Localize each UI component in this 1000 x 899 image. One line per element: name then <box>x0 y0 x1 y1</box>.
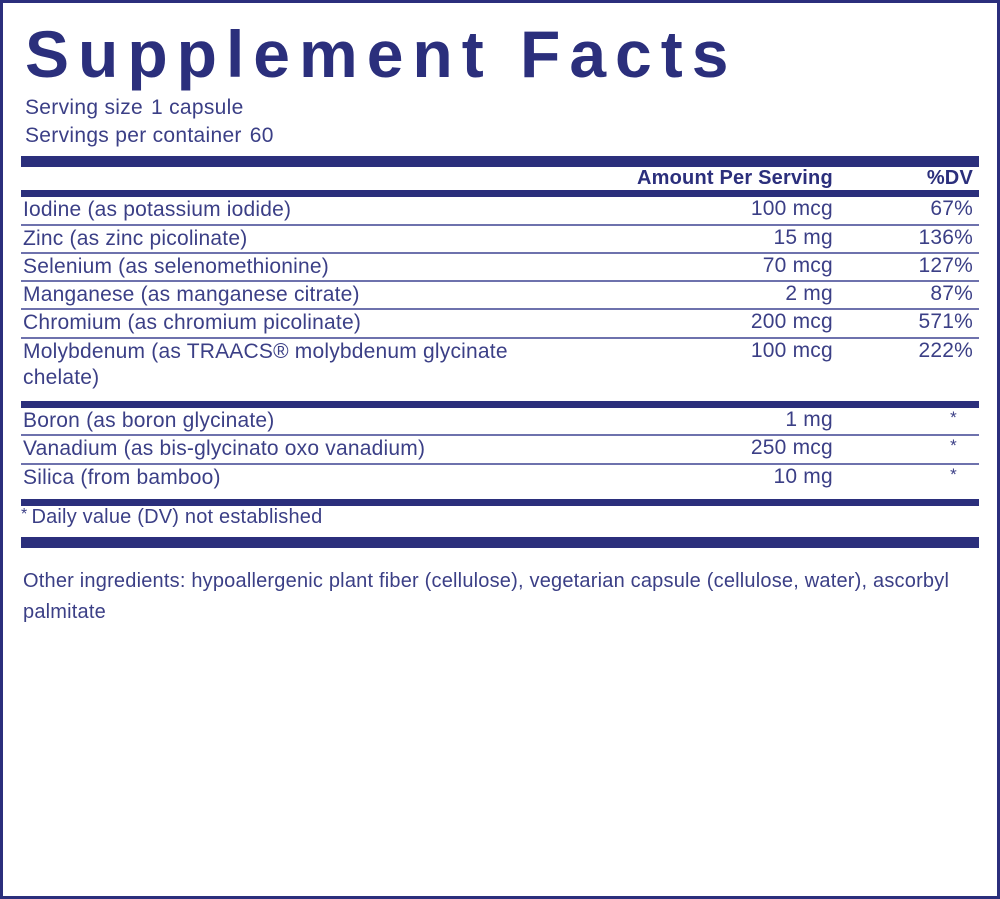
table-row <box>21 226 979 252</box>
table-row <box>21 339 979 392</box>
nutrient-amount: 15 mg <box>773 225 833 249</box>
table-row <box>21 310 979 336</box>
asterisk-icon: * <box>21 505 28 523</box>
nutrient-dv: * <box>950 408 957 428</box>
nutrient-dv: * <box>950 464 957 484</box>
nutrient-name: Molybdenum (as TRAACS® molybdenum glycinate chelate) <box>23 339 508 389</box>
servings-per-container-label: Servings per container <box>25 124 242 148</box>
divider-row-under-header <box>21 190 979 197</box>
serving-size-line <box>25 96 979 120</box>
serving-size-value: 1 capsule <box>150 96 244 120</box>
nutrient-name: Manganese (as manganese citrate) <box>23 283 360 307</box>
servings-per-container-value: 60 <box>249 124 274 148</box>
nutrient-dv: 571% <box>918 310 973 334</box>
footnote <box>21 506 979 529</box>
divider-medium <box>21 401 979 408</box>
table-row <box>21 254 979 280</box>
nutrient-dv: 222% <box>918 338 973 362</box>
table-header-row <box>21 167 979 190</box>
table-row <box>21 408 979 434</box>
nutrition-table <box>21 167 979 529</box>
nutrient-name: Iodine (as potassium iodide) <box>23 198 292 222</box>
table-row <box>21 465 979 491</box>
nutrient-dv: 136% <box>918 225 973 249</box>
nutrient-amount: 100 mcg <box>750 197 833 221</box>
footnote-text: Daily value (DV) not established <box>31 505 323 528</box>
nutrient-dv: * <box>950 436 957 456</box>
divider-thick-bottom <box>21 537 979 548</box>
divider-medium <box>21 190 979 197</box>
servings-per-container-line <box>25 124 979 148</box>
divider-row-no-dv-group <box>21 391 979 408</box>
nutrient-amount: 100 mcg <box>750 338 833 362</box>
nutrient-dv: 127% <box>918 253 973 277</box>
divider-medium <box>21 499 979 506</box>
table-row <box>21 436 979 462</box>
divider-thick-top <box>21 156 979 167</box>
table-row <box>21 282 979 308</box>
header-amount-per-serving: Amount Per Serving <box>637 167 833 190</box>
divider-row-footnote <box>21 491 979 506</box>
nutrient-name: Chromium (as chromium picolinate) <box>23 311 362 335</box>
footnote-row <box>21 506 979 529</box>
serving-size-label: Serving size <box>25 96 143 120</box>
nutrient-amount: 70 mcg <box>762 253 833 277</box>
nutrient-amount: 10 mg <box>773 464 833 488</box>
nutrient-name: Selenium (as selenomethionine) <box>23 254 329 278</box>
nutrient-amount: 250 mcg <box>750 436 833 460</box>
header-percent-dv: %DV <box>926 167 973 190</box>
nutrient-name: Zinc (as zinc picolinate) <box>23 226 248 250</box>
table-row <box>21 197 979 223</box>
nutrient-dv: 67% <box>930 197 973 221</box>
nutrient-amount: 200 mcg <box>750 310 833 334</box>
other-ingredients: Other ingredients: hypoallergenic plant fiber (cellulose), vegetarian capsule (cellulose, water), ascorbyl palmitate <box>23 569 950 623</box>
nutrient-name: Boron (as boron glycinate) <box>23 409 275 433</box>
nutrient-name: Silica (from bamboo) <box>23 465 221 489</box>
nutrient-dv: 87% <box>930 282 973 306</box>
nutrient-amount: 2 mg <box>785 282 833 306</box>
nutrient-name: Vanadium (as bis-glycinato oxo vanadium) <box>23 437 426 461</box>
header-nutrient <box>21 167 557 190</box>
page-title: Supplement Facts <box>25 17 738 91</box>
nutrient-amount: 1 mg <box>785 408 833 432</box>
